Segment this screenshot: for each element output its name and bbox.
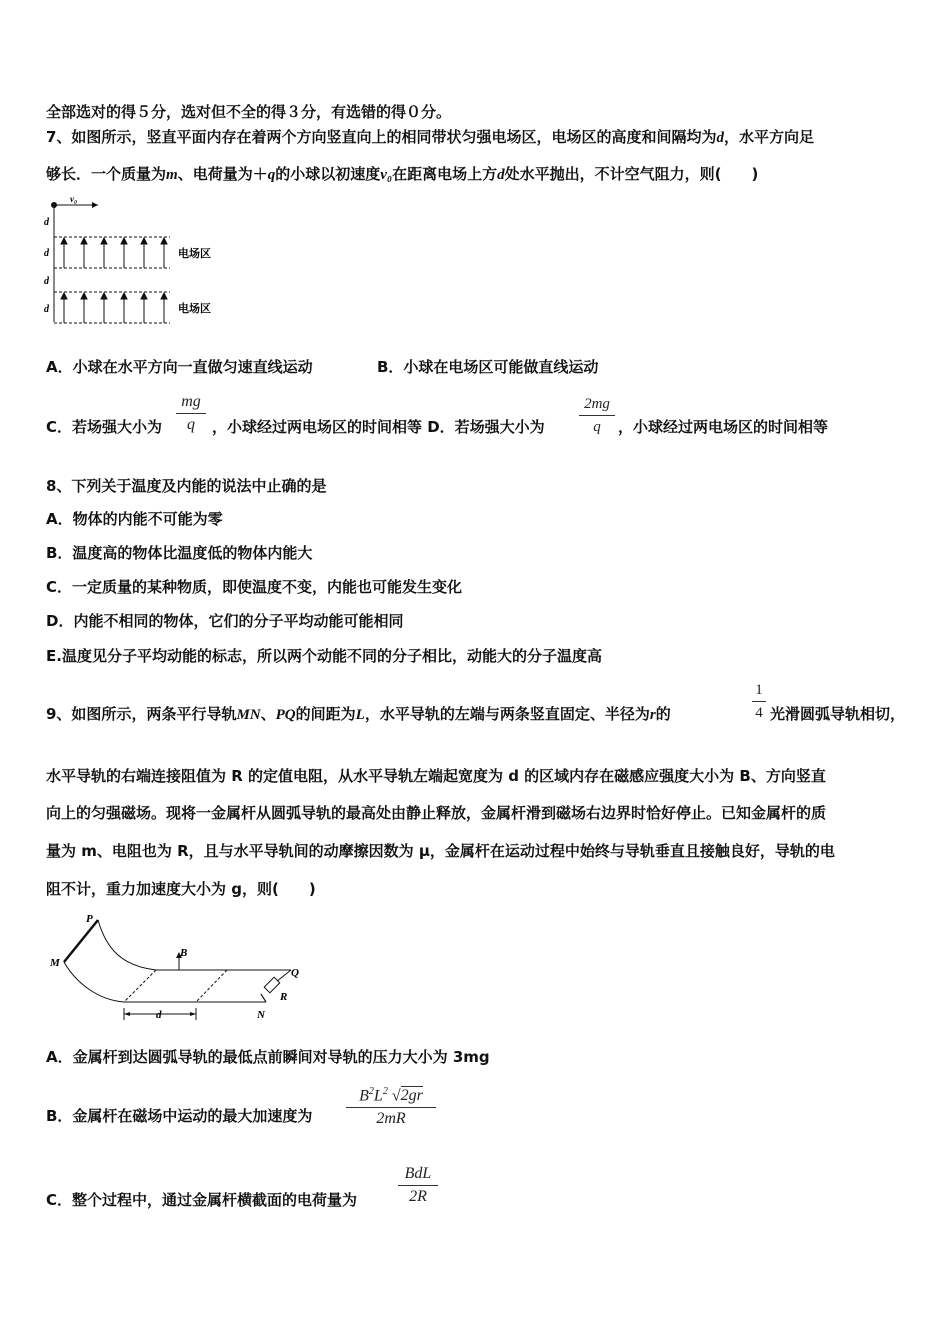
q9-text: ，水平导轨的左端与两条竖直固定、半径为 (364, 705, 650, 723)
zone-label: 电场区 (178, 248, 211, 260)
label-R: R (280, 991, 288, 1003)
q9-text: 的 (655, 705, 671, 723)
q8-option-c: C．一定质量的某种物质，即使温度不变，内能也可能发生变化 (46, 578, 463, 596)
d-label: d (44, 304, 49, 315)
q7-var-d: d (716, 130, 724, 146)
q9-var: r (649, 707, 656, 723)
zone-label: 电场区 (178, 303, 211, 315)
q7-text: ，水平方向足 (723, 128, 814, 146)
q8-option-e: E.温度见分子平均动能的标志，所以两个动能不同的分子相比，动能大的分子温度高 (46, 647, 602, 665)
d-label: d (44, 217, 49, 228)
q7-text: 的小球以初速度 (275, 165, 381, 183)
q7-stem-line2 (46, 164, 758, 185)
q7-var-q: q (267, 167, 276, 183)
q9-stem-line5: 阻不计，重力加速度大小为 g，则( ) (46, 880, 316, 898)
fraction-one-quarter (752, 680, 766, 723)
numerator: mg (181, 393, 201, 410)
v0-label: v₀ (70, 194, 78, 204)
fraction-max-acceleration (346, 1082, 436, 1129)
q9-option-c: C．整个过程中，通过金属杆横截面的电荷量为 (46, 1191, 358, 1209)
numerator: 2mg (584, 396, 610, 412)
exponent: 2 (382, 1086, 388, 1097)
q7-text: 够长．一个质量为 (46, 165, 167, 183)
label-d: d (156, 1009, 162, 1021)
q7-option-d-text: ，小球经过两电场区的时间相等 (618, 418, 829, 436)
label-P: P (86, 913, 93, 925)
q8-option-b: B．温度高的物体比温度低的物体内能大 (46, 544, 313, 562)
q9-var: L (355, 707, 365, 723)
q7-option-a: A．小球在水平方向一直做匀速直线运动 (46, 358, 313, 376)
q7-text: 7、如图所示，竖直平面内存在着两个方向竖直向上的相同带状匀强电场区，电场区的高度和间隔均为 (46, 128, 717, 146)
var-B: B (359, 1087, 369, 1105)
q7-option-cd-text: ，小球经过两电场区的时间相等 D．若场强大小为 (212, 418, 545, 436)
d-label: d (44, 248, 49, 259)
q7-text: 、电荷量为＋ (177, 165, 268, 183)
label-B: B (180, 947, 188, 959)
fraction-2mg-q (579, 394, 615, 437)
fraction-charge (398, 1164, 438, 1207)
q7-figure (40, 192, 240, 332)
q9-stem-line1-end: 光滑圆弧导轨相切， (770, 705, 906, 723)
q9-var: MN (236, 707, 261, 723)
q9-option-a: A．金属杆到达圆弧导轨的最低点前瞬间对导轨的压力大小为 3mg (46, 1048, 490, 1066)
numerator: 1 (755, 682, 763, 698)
q7-option-b: B．小球在电场区可能做直线运动 (377, 358, 599, 376)
label-N: N (257, 1009, 265, 1021)
label-Q: Q (291, 967, 299, 979)
denominator: q (593, 419, 601, 435)
q9-var: PQ (275, 707, 296, 723)
q7-text: 处水平抛出，不计空气阻力，则( ) (504, 165, 759, 183)
radicand: 2gr (400, 1087, 423, 1105)
d-label: d (44, 276, 49, 287)
q9-text: 、 (260, 705, 276, 723)
q8-option-a: A．物体的内能不可能为零 (46, 510, 223, 528)
resistor (264, 977, 280, 993)
fraction-mg-q (176, 392, 206, 435)
numerator: BdL (404, 1165, 432, 1182)
denominator: q (187, 416, 195, 433)
q9-text: 的间距为 (295, 705, 356, 723)
numerator: $B^2L^2$ √2gr (359, 1086, 423, 1105)
q8-stem: 8、下列关于温度及内能的说法中止确的是 (46, 477, 327, 495)
q9-stem-line1 (46, 704, 671, 725)
q9-stem-line2: 水平导轨的右端连接阻值为 R 的定值电阻，从水平导轨左端起宽度为 d 的区域内存在磁感应强度大小为 B、方向竖直 (46, 767, 826, 785)
instruction-line: 全部选对的得５分，选对但不全的得３分，有选错的得０分。 (46, 103, 452, 121)
q7-var-v0: v₀ (380, 167, 393, 183)
q9-stem-line4: 量为 m、电阻也为 R，且与水平导轨间的动摩擦因数为 μ，金属杆在运动过程中始终与导轨垂直且接触良好，导轨的电 (46, 842, 835, 860)
label-M: M (50, 957, 60, 969)
exponent: 2 (368, 1086, 374, 1097)
denominator: 4 (755, 705, 763, 721)
q7-stem-line1 (46, 127, 814, 148)
q7-var-m: m (166, 167, 178, 183)
q9-text: 9、如图所示，两条平行导轨 (46, 705, 237, 723)
q9-option-b: B．金属杆在磁场中运动的最大加速度为 (46, 1107, 313, 1125)
q7-var-d: d (497, 167, 505, 183)
denominator: 2R (409, 1188, 427, 1205)
q9-stem-line3: 向上的匀强磁场。现将一金属杆从圆弧导轨的最高处由静止释放，金属杆滑到磁场右边界时恰好停止。已知金属杆的质 (46, 804, 827, 822)
q8-option-d: D．内能不相同的物体，它们的分子平均动能可能相同 (46, 612, 404, 630)
var-L: L (373, 1087, 383, 1105)
denominator: 2mR (376, 1110, 406, 1128)
q7-option-c-label: C．若场强大小为 (46, 418, 163, 436)
q9-figure (46, 908, 316, 1028)
q7-text: 在距离电场上方 (392, 165, 498, 183)
